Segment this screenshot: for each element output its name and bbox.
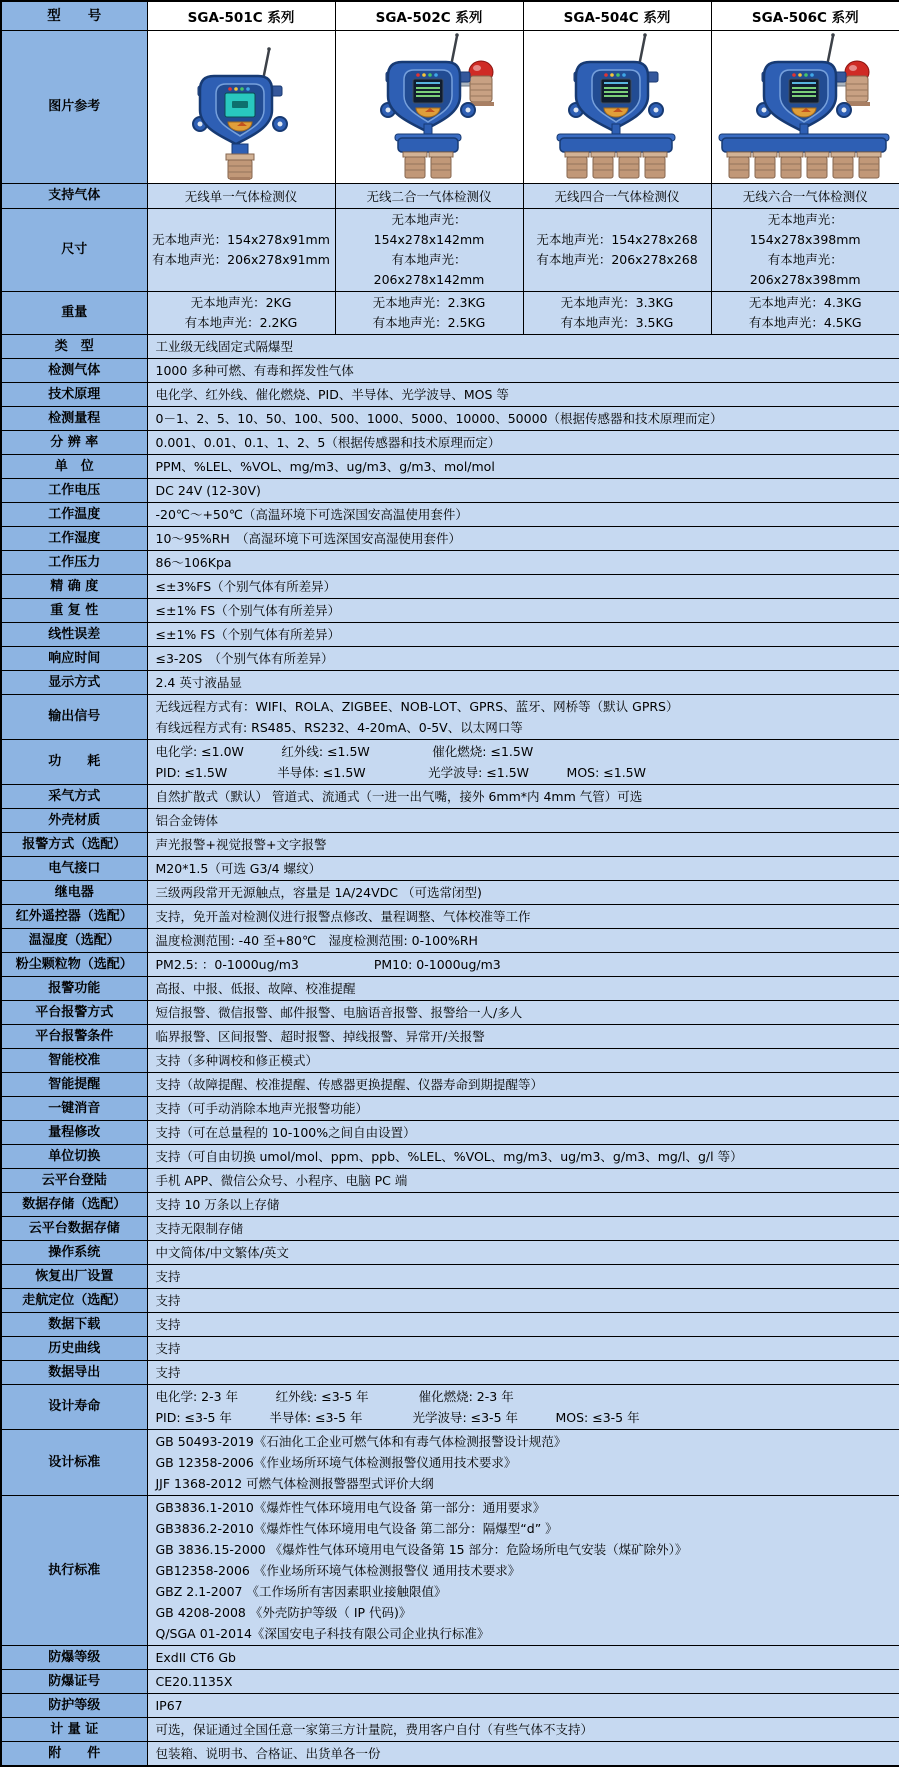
spec-row xyxy=(1,809,899,833)
spec-row-label: 量程修改 xyxy=(1,1121,147,1145)
spec-row xyxy=(1,1496,899,1646)
spec-row-label: 重 复 性 xyxy=(1,599,147,623)
spec-row-label: 单位切换 xyxy=(1,1145,147,1169)
spec-row-value xyxy=(147,881,899,905)
weight-value xyxy=(711,292,899,335)
spec-row-value xyxy=(147,785,899,809)
spec-row-value xyxy=(147,623,899,647)
spec-value-line: GB3836.2-2010《爆炸性气体环境用电气设备 第二部分：隔爆型“d” 》 xyxy=(155,1521,558,1536)
spec-row-label: 数据导出 xyxy=(1,1361,147,1385)
spec-row-value xyxy=(147,1670,899,1694)
spec-row-value xyxy=(147,503,899,527)
spec-row xyxy=(1,1670,899,1694)
gas-detector-illustration xyxy=(148,32,334,182)
size-value xyxy=(335,209,523,292)
spec-row xyxy=(1,479,899,503)
spec-row-value xyxy=(147,1145,899,1169)
spec-row-label: 功 耗 xyxy=(1,740,147,785)
gas-detector-illustration xyxy=(712,32,898,182)
spec-row-label: 线性误差 xyxy=(1,623,147,647)
spec-row-value xyxy=(147,1313,899,1337)
spec-value-line: 声光报警+视觉报警+文字报警 xyxy=(155,837,327,852)
spec-row-value xyxy=(147,383,899,407)
spec-row xyxy=(1,1121,899,1145)
size-line: 无本地声光：154x278x268 xyxy=(536,232,698,247)
spec-row-label: 设计标准 xyxy=(1,1430,147,1496)
spec-row xyxy=(1,1718,899,1742)
spec-row xyxy=(1,953,899,977)
spec-row-label: 工作压力 xyxy=(1,551,147,575)
weight-row xyxy=(1,292,899,335)
spec-value-line: 支持 xyxy=(155,1317,181,1332)
image-row xyxy=(1,31,899,184)
spec-row-label: 外壳材质 xyxy=(1,809,147,833)
spec-value-line: GB 4208-2008 《外壳防护等级（ IP 代码)》 xyxy=(155,1605,412,1620)
spec-value-line: 0.001、0.01、0.1、1、2、5（根据传感器和技术原理而定） xyxy=(155,435,501,450)
spec-row-value xyxy=(147,857,899,881)
spec-row-label: 数据下载 xyxy=(1,1313,147,1337)
spec-value-line: 支持 xyxy=(155,1365,181,1380)
spec-row xyxy=(1,1742,899,1767)
size-line: 无本地声光：154x278x142mm xyxy=(373,212,485,247)
spec-row-label: 类 型 xyxy=(1,335,147,359)
spec-value-line: PID: ≤3-5 年 半导体: ≤3-5 年 光学波导: ≤3-5 年 MOS: ≤3-5 年 xyxy=(155,1410,640,1425)
weight-line: 无本地声光：4.3KG xyxy=(748,295,862,310)
spec-value-line: Q/SGA 01-2014《深国安电子科技有限公司企业执行标准》 xyxy=(155,1626,490,1641)
spec-row-value xyxy=(147,1073,899,1097)
spec-value-line: 中文简体/中文繁体/英文 xyxy=(155,1245,289,1260)
spec-row-label: 技术原理 xyxy=(1,383,147,407)
spec-value-line: 支持 xyxy=(155,1293,181,1308)
product-image-cell-sga-502c xyxy=(335,31,523,184)
size-line: 有本地声光：206x278x142mm xyxy=(373,252,485,287)
spec-row-label: 数据存储（选配） xyxy=(1,1193,147,1217)
spec-value-line: 10～95%RH （高湿环境下可选深国安高湿使用套件） xyxy=(155,531,462,546)
spec-row-label: 单 位 xyxy=(1,455,147,479)
spec-row-value xyxy=(147,1001,899,1025)
spec-row xyxy=(1,551,899,575)
product-image-cell-sga-501c xyxy=(147,31,335,184)
spec-row xyxy=(1,1646,899,1670)
spec-row-value xyxy=(147,1361,899,1385)
spec-row xyxy=(1,833,899,857)
spec-row-label: 防爆证号 xyxy=(1,1670,147,1694)
spec-row-label: 防爆等级 xyxy=(1,1646,147,1670)
spec-value-line: 三级两段常开无源触点，容量是 1A/24VDC （可选常闭型) xyxy=(155,885,482,900)
gas-detector-image xyxy=(148,97,334,116)
size-line: 有本地声光：206x278x91mm xyxy=(152,252,330,267)
spec-value-line: 2.4 英寸液晶显 xyxy=(155,675,242,690)
model-header-sga-506c: SGA-506C 系列 xyxy=(711,1,899,31)
spec-row-value xyxy=(147,1241,899,1265)
spec-value-line: 支持无限制存储 xyxy=(155,1221,244,1236)
spec-row-label: 走航定位（选配） xyxy=(1,1289,147,1313)
supported-gas-value: 无线六合一气体检测仪 xyxy=(711,184,899,209)
spec-row-label: 智能校准 xyxy=(1,1049,147,1073)
spec-value-line: ≤±3%FS（个别气体有所差异） xyxy=(155,579,337,594)
supported-gas-value: 无线二合一气体检测仪 xyxy=(335,184,523,209)
spec-row xyxy=(1,1073,899,1097)
spec-row-value xyxy=(147,1718,899,1742)
spec-value-line: 无线远程方式有：WIFI、ROLA、ZIGBEE、NOB-LOT、GPRS、蓝牙、网桥等（默认 GPRS） xyxy=(155,699,679,714)
spec-value-line: GB3836.1-2010《爆炸性气体环境用电气设备 第一部分：通用要求》 xyxy=(155,1500,546,1515)
spec-row xyxy=(1,1289,899,1313)
weight-value xyxy=(147,292,335,335)
spec-row-label: 云平台登陆 xyxy=(1,1169,147,1193)
supported-gas-row xyxy=(1,184,899,209)
spec-row-value xyxy=(147,671,899,695)
spec-row xyxy=(1,599,899,623)
spec-value-line: 支持（可在总量程的 10-100%之间自由设置） xyxy=(155,1125,416,1140)
spec-row xyxy=(1,905,899,929)
spec-row xyxy=(1,1361,899,1385)
spec-value-line: PID: ≤1.5W 半导体: ≤1.5W 光学波导: ≤1.5W MOS: ≤1.5W xyxy=(155,765,646,780)
spec-value-line: GB 3836.15-2000 《爆炸性气体环境用电气设备第 15 部分：危险场所电气安装（煤矿除外）》 xyxy=(155,1542,688,1557)
product-image-cell-sga-506c xyxy=(711,31,899,184)
gas-detector-illustration xyxy=(336,32,522,182)
weight-value xyxy=(523,292,711,335)
spec-row xyxy=(1,1694,899,1718)
spec-row-label: 工作湿度 xyxy=(1,527,147,551)
spec-row-value xyxy=(147,359,899,383)
spec-value-line: CE20.1135X xyxy=(155,1674,233,1689)
spec-row-label: 智能提醒 xyxy=(1,1073,147,1097)
model-header-row xyxy=(1,1,899,31)
spec-row xyxy=(1,1313,899,1337)
spec-row-label: 响应时间 xyxy=(1,647,147,671)
spec-row-value xyxy=(147,977,899,1001)
model-header-sga-502c: SGA-502C 系列 xyxy=(335,1,523,31)
spec-row-label: 工作温度 xyxy=(1,503,147,527)
spec-row xyxy=(1,503,899,527)
spec-row xyxy=(1,1337,899,1361)
weight-line: 有本地声光：2.5KG xyxy=(372,315,486,330)
spec-row-value xyxy=(147,1121,899,1145)
spec-value-line: 电化学、红外线、催化燃烧、PID、半导体、光学波导、MOS 等 xyxy=(155,387,509,402)
spec-value-line: GB 12358-2006《作业场所环境气体检测报警仪通用技术要求》 xyxy=(155,1455,517,1470)
spec-value-line: 电化学: 2-3 年 红外线: ≤3-5 年 催化燃烧: 2-3 年 xyxy=(155,1389,514,1404)
spec-value-line: 支持（故障提醒、校准提醒、传感器更换提醒、仪器寿命到期提醒等） xyxy=(155,1077,544,1092)
supported-gas-label: 支持气体 xyxy=(1,184,147,209)
spec-value-line: 包装箱、说明书、合格证、出货单各一份 xyxy=(155,1746,381,1761)
size-row-label: 尺寸 xyxy=(1,209,147,292)
spec-row-label: 显示方式 xyxy=(1,671,147,695)
spec-row-value xyxy=(147,1694,899,1718)
spec-row-label: 粉尘颗粒物（选配） xyxy=(1,953,147,977)
spec-row xyxy=(1,455,899,479)
spec-row-label: 计 量 证 xyxy=(1,1718,147,1742)
spec-row-value xyxy=(147,1496,899,1646)
product-image-cell-sga-504c xyxy=(523,31,711,184)
spec-row-value xyxy=(147,1169,899,1193)
supported-gas-value: 无线单一气体检测仪 xyxy=(147,184,335,209)
spec-row-label: 恢复出厂设置 xyxy=(1,1265,147,1289)
spec-value-line: 温度检测范围: -40 至+80℃ 湿度检测范围: 0-100%RH xyxy=(155,933,478,948)
size-row xyxy=(1,209,899,292)
spec-value-line: ≤3-20S （个别气体有所差异） xyxy=(155,651,334,666)
spec-row-label: 红外遥控器（选配） xyxy=(1,905,147,929)
spec-row-value xyxy=(147,1430,899,1496)
spec-row xyxy=(1,1169,899,1193)
spec-row-value xyxy=(147,1646,899,1670)
spec-row xyxy=(1,857,899,881)
spec-row-label: 电气接口 xyxy=(1,857,147,881)
model-header-sga-504c: SGA-504C 系列 xyxy=(523,1,711,31)
size-line: 有本地声光：206x278x398mm xyxy=(749,252,861,287)
spec-row-value xyxy=(147,335,899,359)
spec-value-line: 支持 xyxy=(155,1269,181,1284)
spec-row-value xyxy=(147,527,899,551)
spec-row-value xyxy=(147,1265,899,1289)
size-line: 无本地声光：154x278x91mm xyxy=(152,232,330,247)
spec-row-label: 云平台数据存储 xyxy=(1,1217,147,1241)
spec-value-line: ExdII CT6 Gb xyxy=(155,1650,236,1665)
spec-value-line: 短信报警、微信报警、邮件报警、电脑语音报警、报警给一人/多人 xyxy=(155,1005,523,1020)
spec-row xyxy=(1,740,899,785)
spec-value-line: 工业级无线固定式隔爆型 xyxy=(155,339,294,354)
weight-line: 无本地声光：2.3KG xyxy=(372,295,486,310)
spec-row-value xyxy=(147,905,899,929)
spec-row xyxy=(1,1265,899,1289)
spec-row-label: 分 辨 率 xyxy=(1,431,147,455)
spec-row xyxy=(1,1385,899,1430)
spec-row-label: 输出信号 xyxy=(1,695,147,740)
spec-row-label: 操作系统 xyxy=(1,1241,147,1265)
spec-row-value xyxy=(147,599,899,623)
spec-row xyxy=(1,1217,899,1241)
spec-value-line: ≤±1% FS（个别气体有所差异） xyxy=(155,627,341,642)
spec-row-label: 执行标准 xyxy=(1,1496,147,1646)
spec-row-value xyxy=(147,575,899,599)
spec-row-label: 检测量程 xyxy=(1,407,147,431)
spec-value-line: 可选，保证通过全国任意一家第三方计量院，费用客户自付（有些气体不支持） xyxy=(155,1722,594,1737)
spec-value-line: GB12358-2006 《作业场所环境气体检测报警仪 通用技术要求》 xyxy=(155,1563,521,1578)
spec-row-value xyxy=(147,1217,899,1241)
spec-row-label: 检测气体 xyxy=(1,359,147,383)
spec-row-label: 平台报警方式 xyxy=(1,1001,147,1025)
gas-detector-image xyxy=(524,97,710,116)
spec-row-label: 采气方式 xyxy=(1,785,147,809)
spec-row-value xyxy=(147,695,899,740)
spec-row xyxy=(1,575,899,599)
spec-value-line: 有线远程方式有: RS485、RS232、4-20mA、0-5V、以太网口等 xyxy=(155,720,523,735)
spec-row-label: 历史曲线 xyxy=(1,1337,147,1361)
spec-row xyxy=(1,671,899,695)
spec-value-line: 支持 10 万条以上存储 xyxy=(155,1197,280,1212)
supported-gas-value: 无线四合一气体检测仪 xyxy=(523,184,711,209)
spec-value-line: 支持 xyxy=(155,1341,181,1356)
spec-row xyxy=(1,1430,899,1496)
spec-row-value xyxy=(147,1337,899,1361)
size-value xyxy=(711,209,899,292)
model-header-sga-501c: SGA-501C 系列 xyxy=(147,1,335,31)
weight-line: 无本地声光：2KG xyxy=(190,295,292,310)
size-line: 有本地声光：206x278x268 xyxy=(536,252,698,267)
spec-row xyxy=(1,623,899,647)
spec-value-line: 支持，免开盖对检测仪进行报警点修改、量程调整、气体校准等工作 xyxy=(155,909,531,924)
image-row-label: 图片参考 xyxy=(1,31,147,184)
spec-value-line: 高报、中报、低报、故障、校准提醒 xyxy=(155,981,356,996)
spec-row-value xyxy=(147,647,899,671)
spec-row xyxy=(1,647,899,671)
spec-row-value xyxy=(147,455,899,479)
spec-row-value xyxy=(147,407,899,431)
spec-row-value xyxy=(147,551,899,575)
spec-value-line: M20*1.5（可选 G3/4 螺纹） xyxy=(155,861,322,876)
spec-value-line: 支持（可手动消除本地声光报警功能） xyxy=(155,1101,369,1116)
spec-value-line: GB 50493-2019《石油化工企业可燃气体和有毒气体检测报警设计规范》 xyxy=(155,1434,567,1449)
size-line: 无本地声光：154x278x398mm xyxy=(749,212,861,247)
spec-value-line: 支持（可自由切换 umol/mol、ppm、ppb、%LEL、%VOL、mg/m3、ug/m3、g/m3、mg/l、g/l 等） xyxy=(155,1149,743,1164)
spec-row xyxy=(1,695,899,740)
spec-row-label: 报警功能 xyxy=(1,977,147,1001)
spec-row xyxy=(1,527,899,551)
spec-row xyxy=(1,977,899,1001)
weight-line: 有本地声光：2.2KG xyxy=(184,315,298,330)
spec-row-value xyxy=(147,1742,899,1767)
spec-row-value xyxy=(147,1289,899,1313)
spec-row-label: 温湿度（选配） xyxy=(1,929,147,953)
spec-row-label: 平台报警条件 xyxy=(1,1025,147,1049)
spec-value-line: 支持（多种调校和修正模式） xyxy=(155,1053,319,1068)
spec-row-value xyxy=(147,431,899,455)
spec-row-label: 报警方式（选配） xyxy=(1,833,147,857)
gas-detector-image xyxy=(336,97,522,116)
spec-row-value xyxy=(147,1025,899,1049)
spec-row-value xyxy=(147,479,899,503)
spec-row-value xyxy=(147,1049,899,1073)
spec-row xyxy=(1,1145,899,1169)
spec-value-line: PM2.5: ：0-1000ug/m3 PM10: 0-1000ug/m3 xyxy=(155,957,501,972)
model-header-label: 型 号 xyxy=(1,1,147,31)
weight-line: 有本地声光：3.5KG xyxy=(560,315,674,330)
spec-value-line: 自然扩散式（默认） 管道式、流通式（一进一出气嘴，接外 6mm*内 4mm 气管）可选 xyxy=(155,789,643,804)
spec-row xyxy=(1,335,899,359)
spec-row xyxy=(1,1097,899,1121)
spec-row-label: 一键消音 xyxy=(1,1097,147,1121)
spec-row-label: 精 确 度 xyxy=(1,575,147,599)
spec-row-value xyxy=(147,953,899,977)
spec-row-label: 工作电压 xyxy=(1,479,147,503)
spec-value-line: 临界报警、区间报警、超时报警、掉线报警、异常开/关报警 xyxy=(155,1029,485,1044)
spec-value-line: 1000 多种可燃、有毒和挥发性气体 xyxy=(155,363,354,378)
spec-value-line: GBZ 2.1-2007 《工作场所有害因素职业接触限值》 xyxy=(155,1584,447,1599)
spec-row xyxy=(1,407,899,431)
spec-row xyxy=(1,1025,899,1049)
spec-row-label: 防护等级 xyxy=(1,1694,147,1718)
spec-value-line: DC 24V (12-30V) xyxy=(155,483,261,498)
spec-row xyxy=(1,359,899,383)
weight-line: 无本地声光：3.3KG xyxy=(560,295,674,310)
spec-row xyxy=(1,1241,899,1265)
spec-value-line: ≤±1% FS（个别气体有所差异） xyxy=(155,603,341,618)
spec-row-label: 设计寿命 xyxy=(1,1385,147,1430)
size-value xyxy=(523,209,711,292)
gas-detector-illustration xyxy=(524,32,710,182)
spec-row-value xyxy=(147,1385,899,1430)
spec-value-line: JJF 1368-2012 可燃气体检测报警器型式评价大纲 xyxy=(155,1476,434,1491)
spec-value-line: -20℃～+50℃（高温环境下可选深国安高温使用套件） xyxy=(155,507,468,522)
spec-row xyxy=(1,383,899,407)
spec-value-line: PPM、%LEL、%VOL、mg/m3、ug/m3、g/m3、mol/mol xyxy=(155,459,495,474)
spec-row-value xyxy=(147,833,899,857)
spec-row-value xyxy=(147,740,899,785)
spec-row-value xyxy=(147,1193,899,1217)
spec-value-line: 86～106Kpa xyxy=(155,555,232,570)
spec-row-label: 继电器 xyxy=(1,881,147,905)
weight-row-label: 重量 xyxy=(1,292,147,335)
spec-row-value xyxy=(147,929,899,953)
spec-row xyxy=(1,1001,899,1025)
spec-row xyxy=(1,929,899,953)
spec-row-label: 附 件 xyxy=(1,1742,147,1767)
spec-value-line: 铝合金铸体 xyxy=(155,813,219,828)
gas-detector-image xyxy=(712,97,898,116)
spec-row-value xyxy=(147,809,899,833)
spec-value-line: IP67 xyxy=(155,1698,183,1713)
weight-value xyxy=(335,292,523,335)
spec-value-line: 0－1、2、5、10、50、100、500、1000、5000、10000、50000（根据传感器和技术原理而定） xyxy=(155,411,723,426)
spec-value-line: 电化学: ≤1.0W 红外线: ≤1.5W 催化燃烧: ≤1.5W xyxy=(155,744,534,759)
spec-value-line: 手机 APP、微信公众号、小程序、电脑 PC 端 xyxy=(155,1173,408,1188)
weight-line: 有本地声光：4.5KG xyxy=(748,315,862,330)
spec-row xyxy=(1,1049,899,1073)
spec-row xyxy=(1,1193,899,1217)
spec-row xyxy=(1,785,899,809)
spec-row-value xyxy=(147,1097,899,1121)
spec-row xyxy=(1,881,899,905)
spec-row xyxy=(1,431,899,455)
size-value xyxy=(147,209,335,292)
